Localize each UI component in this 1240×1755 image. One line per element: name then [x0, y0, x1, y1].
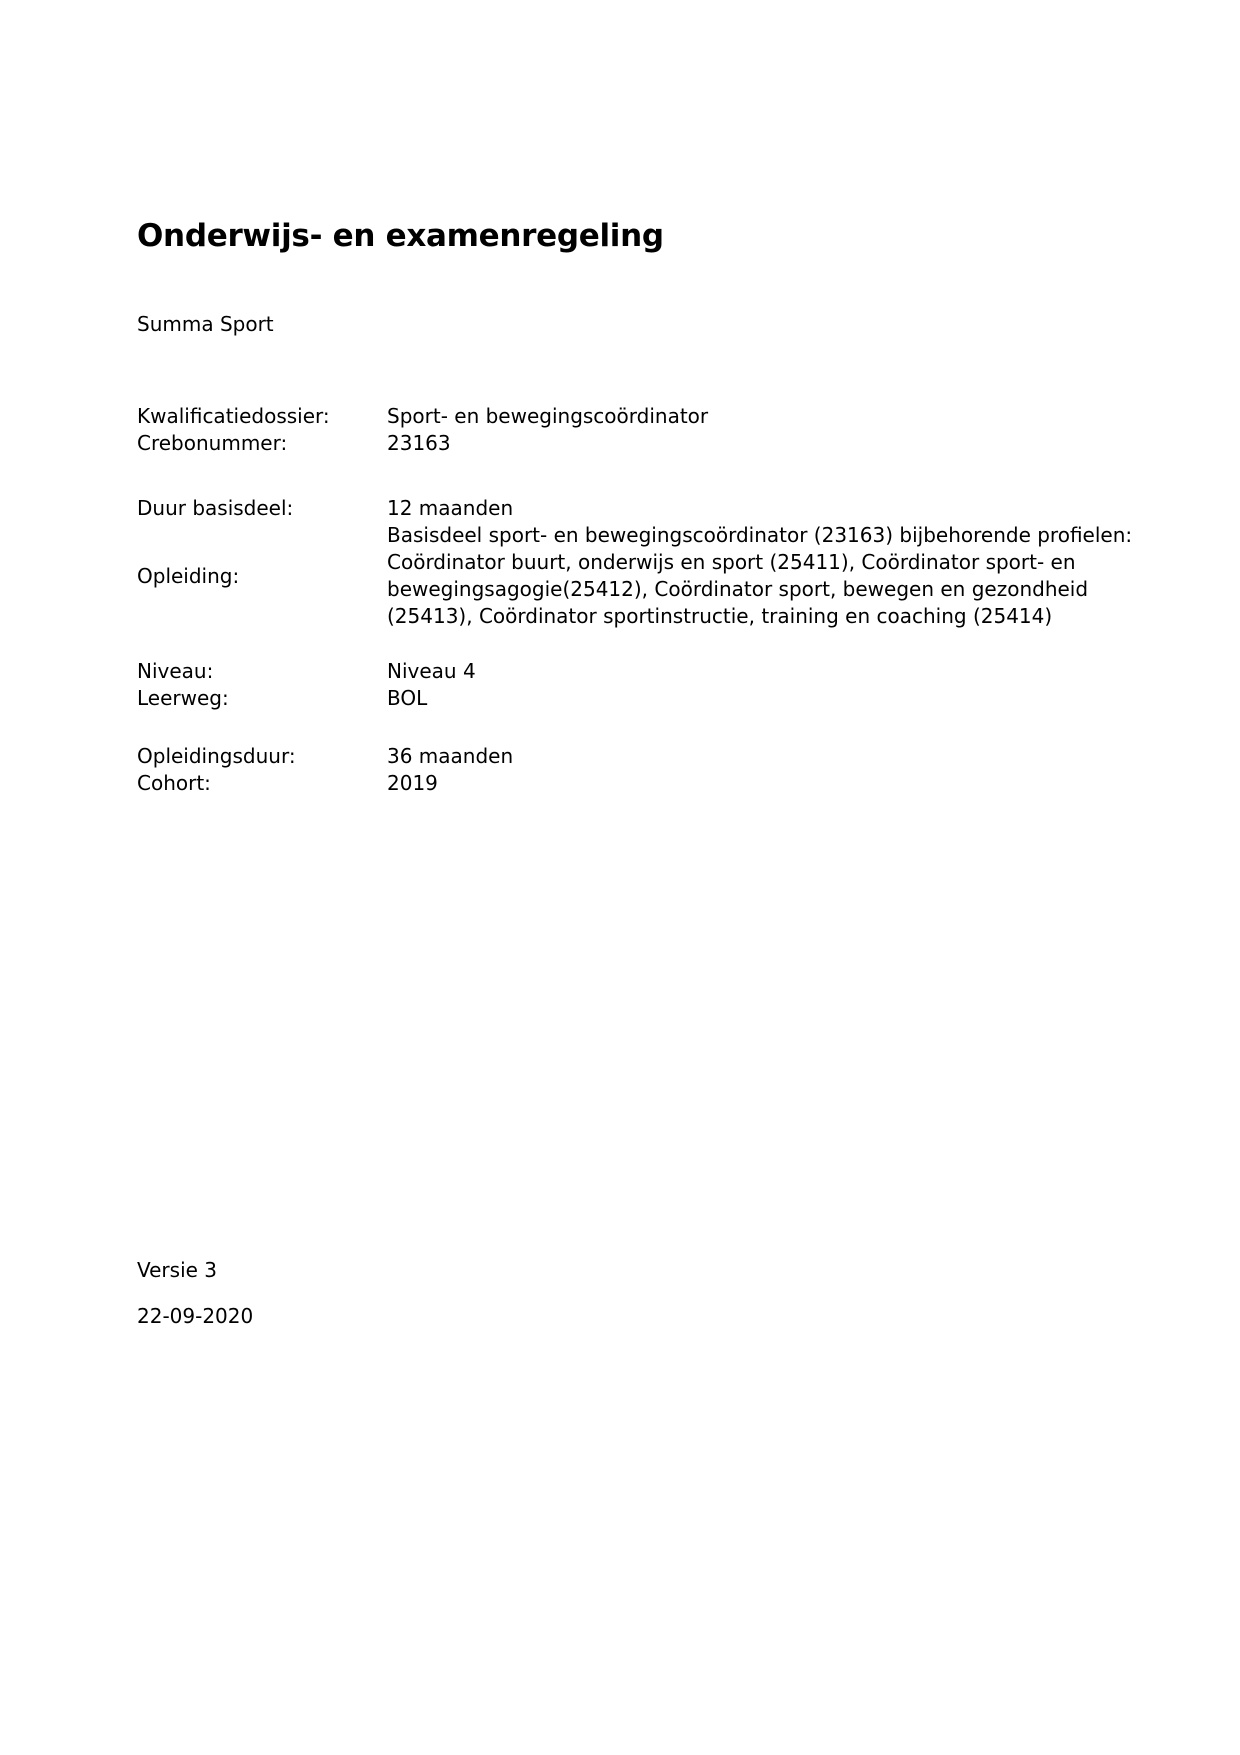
info-table [137, 403, 1152, 797]
date-text: 22-09-2020 [137, 1304, 254, 1328]
info-row-opleiding [137, 522, 1152, 630]
info-label: Opleiding: [137, 563, 240, 588]
spacer [137, 712, 1152, 743]
document-subtitle: Summa Sport [137, 312, 274, 336]
info-row-niveau [137, 658, 1152, 685]
info-label: Kwalificatiedossier: [137, 404, 330, 428]
info-value: Niveau 4 [387, 659, 476, 683]
info-row-kwalificatiedossier [137, 403, 1152, 430]
info-label: Leerweg: [137, 686, 229, 710]
info-value: Basisdeel sport- en bewegingscoördinator (23163) bijbehorende profielen: Coördinator buurt, onderwijs en sport (25411), Coördinator sport- en bewegingsagogie(25412), Coördinator sport, bewegen en gezondheid (25413), Coördinator sportinstructie, training en coaching (25414) [387, 523, 1133, 628]
info-label: Cohort: [137, 771, 211, 795]
info-label: Duur basisdeel: [137, 496, 294, 520]
spacer [137, 457, 1152, 495]
info-label: Crebonummer: [137, 431, 288, 455]
version-text: Versie 3 [137, 1258, 218, 1282]
info-value: 12 maanden [387, 496, 514, 520]
info-row-leerweg [137, 685, 1152, 712]
info-value: BOL [387, 686, 428, 710]
info-value: 2019 [387, 771, 438, 795]
document-title: Onderwijs- en examenregeling [137, 218, 664, 254]
info-row-crebonummer [137, 430, 1152, 457]
info-value: 23163 [387, 431, 451, 455]
info-label: Opleidingsduur: [137, 744, 296, 768]
info-value: Sport- en bewegingscoördinator [387, 404, 709, 428]
info-value: 36 maanden [387, 744, 514, 768]
info-row-opleidingsduur [137, 743, 1152, 770]
document-footer [137, 1257, 253, 1330]
spacer [137, 630, 1152, 658]
info-row-duur-basisdeel [137, 495, 1152, 522]
info-row-cohort [137, 770, 1152, 797]
info-label: Niveau: [137, 659, 214, 683]
